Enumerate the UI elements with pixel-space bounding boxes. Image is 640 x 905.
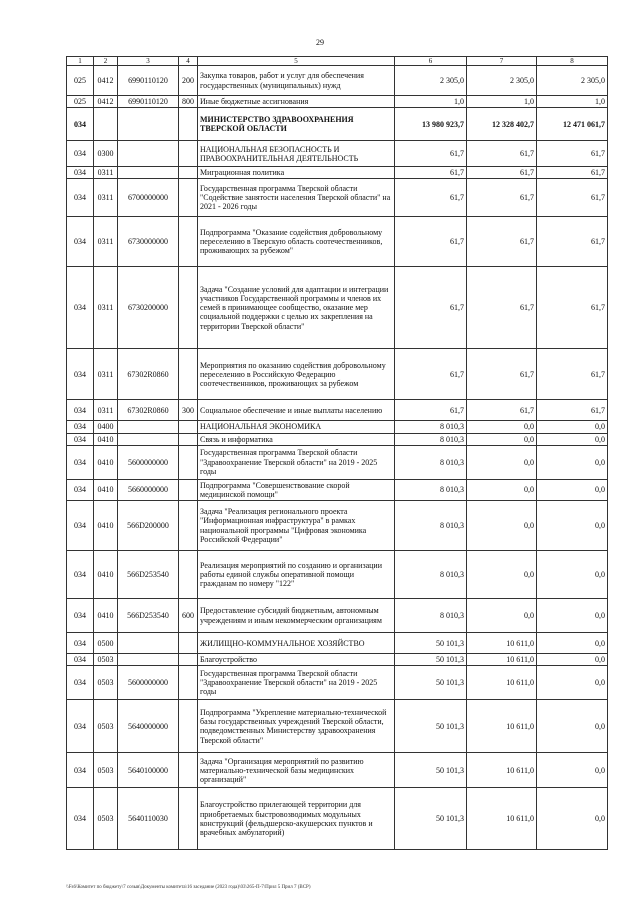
amount-col6: 8 010,3 bbox=[395, 433, 467, 445]
table-row bbox=[67, 421, 608, 433]
column-header-4: 4 bbox=[179, 57, 198, 66]
description: Закупка товаров, работ и услуг для обеспечения государственных (муниципальных) нужд bbox=[198, 66, 395, 96]
code-target: 5640110030 bbox=[118, 788, 179, 850]
column-header-6: 6 bbox=[395, 57, 467, 66]
code-admin: 034 bbox=[67, 141, 94, 167]
amount-col7: 61,7 bbox=[467, 349, 537, 400]
amount-col8: 0,0 bbox=[537, 753, 608, 788]
code-expense-type bbox=[179, 217, 198, 267]
code-section: 0412 bbox=[94, 66, 118, 96]
budget-table bbox=[66, 56, 608, 850]
amount-col7: 10 611,0 bbox=[467, 633, 537, 654]
footer-file-path: \\Fs6\Комитет по бюджету\7 созыв\Документы комитета\16 заседание (2023 года)\03\265-П-7\Прил 5 Прил 7 (ВСР) bbox=[66, 885, 311, 890]
amount-col8: 0,0 bbox=[537, 501, 608, 551]
code-section: 0410 bbox=[94, 551, 118, 599]
code-admin: 034 bbox=[67, 599, 94, 633]
code-expense-type bbox=[179, 633, 198, 654]
table-row bbox=[67, 666, 608, 700]
page-number: 29 bbox=[316, 38, 324, 47]
code-target bbox=[118, 433, 179, 445]
code-expense-type bbox=[179, 654, 198, 666]
code-section: 0503 bbox=[94, 654, 118, 666]
description: Государственная программа Тверской области "Содействие занятости населения Тверской области" на 2021 - 2026 годы bbox=[198, 179, 395, 217]
table-row bbox=[67, 96, 608, 108]
table-row bbox=[67, 267, 608, 349]
code-admin: 025 bbox=[67, 96, 94, 108]
code-expense-type: 600 bbox=[179, 599, 198, 633]
description: НАЦИОНАЛЬНАЯ ЭКОНОМИКА bbox=[198, 421, 395, 433]
code-section: 0311 bbox=[94, 179, 118, 217]
code-admin: 034 bbox=[67, 400, 94, 421]
code-expense-type bbox=[179, 349, 198, 400]
code-section bbox=[94, 108, 118, 141]
table-row bbox=[67, 445, 608, 479]
code-admin: 034 bbox=[67, 433, 94, 445]
amount-col7: 10 611,0 bbox=[467, 700, 537, 753]
code-admin: 034 bbox=[67, 267, 94, 349]
code-admin: 034 bbox=[67, 753, 94, 788]
table-row bbox=[67, 179, 608, 217]
code-admin: 025 bbox=[67, 66, 94, 96]
amount-col8: 0,0 bbox=[537, 551, 608, 599]
code-section: 0500 bbox=[94, 633, 118, 654]
amount-col6: 8 010,3 bbox=[395, 599, 467, 633]
code-expense-type bbox=[179, 445, 198, 479]
description: Миграционная политика bbox=[198, 167, 395, 179]
description: Подпрограмма "Укрепление материально-технической базы государственных учреждений Тверской области, подведомственных Министерству здравоохранения Тверской области" bbox=[198, 700, 395, 753]
table-row bbox=[67, 599, 608, 633]
amount-col7: 0,0 bbox=[467, 501, 537, 551]
description: Благоустройство прилегающей территории для приобретаемых быстровозводимых модульных конструкций (фельдшерско-акушерских пунктов и врачебных амбулаторий) bbox=[198, 788, 395, 850]
amount-col8: 12 471 061,7 bbox=[537, 108, 608, 141]
code-section: 0311 bbox=[94, 349, 118, 400]
description: Государственная программа Тверской области "Здравоохранение Тверской области" на 2019 - 2025 годы bbox=[198, 666, 395, 700]
code-target: 5600000000 bbox=[118, 445, 179, 479]
description: Связь и информатика bbox=[198, 433, 395, 445]
amount-col6: 2 305,0 bbox=[395, 66, 467, 96]
code-target: 5600000000 bbox=[118, 666, 179, 700]
table-row bbox=[67, 753, 608, 788]
amount-col6: 61,7 bbox=[395, 400, 467, 421]
amount-col6: 61,7 bbox=[395, 167, 467, 179]
amount-col7: 12 328 402,7 bbox=[467, 108, 537, 141]
table-row bbox=[67, 167, 608, 179]
code-section: 0410 bbox=[94, 445, 118, 479]
column-header-7: 7 bbox=[467, 57, 537, 66]
code-section: 0311 bbox=[94, 217, 118, 267]
amount-col8: 0,0 bbox=[537, 599, 608, 633]
amount-col7: 10 611,0 bbox=[467, 753, 537, 788]
code-section: 0410 bbox=[94, 433, 118, 445]
code-target: 566D253540 bbox=[118, 551, 179, 599]
code-target: 5640000000 bbox=[118, 700, 179, 753]
amount-col7: 1,0 bbox=[467, 96, 537, 108]
table-row bbox=[67, 66, 608, 96]
amount-col8: 61,7 bbox=[537, 179, 608, 217]
code-admin: 034 bbox=[67, 108, 94, 141]
table-row bbox=[67, 633, 608, 654]
column-header-1: 1 bbox=[67, 57, 94, 66]
code-section: 0412 bbox=[94, 96, 118, 108]
amount-col6: 1,0 bbox=[395, 96, 467, 108]
code-section: 0410 bbox=[94, 501, 118, 551]
code-target bbox=[118, 633, 179, 654]
code-expense-type bbox=[179, 108, 198, 141]
code-section: 0410 bbox=[94, 479, 118, 500]
amount-col7: 61,7 bbox=[467, 217, 537, 267]
amount-col7: 61,7 bbox=[467, 141, 537, 167]
code-target: 566D253540 bbox=[118, 599, 179, 633]
table-row bbox=[67, 433, 608, 445]
amount-col8: 0,0 bbox=[537, 700, 608, 753]
code-target: 566D200000 bbox=[118, 501, 179, 551]
code-admin: 034 bbox=[67, 217, 94, 267]
description: Реализация мероприятий по созданию и организации работы единой службы оперативной помощи гражданам по номеру "122" bbox=[198, 551, 395, 599]
amount-col6: 50 101,3 bbox=[395, 654, 467, 666]
amount-col7: 2 305,0 bbox=[467, 66, 537, 96]
code-target: 6990110120 bbox=[118, 66, 179, 96]
amount-col8: 61,7 bbox=[537, 400, 608, 421]
table-row bbox=[67, 551, 608, 599]
amount-col8: 61,7 bbox=[537, 349, 608, 400]
table-row bbox=[67, 349, 608, 400]
amount-col8: 61,7 bbox=[537, 217, 608, 267]
amount-col6: 61,7 bbox=[395, 349, 467, 400]
description: Задача "Создание условий для адаптации и интеграции участников Государственной программы и членов их семей в принимающее сообщество, оказание мер социальной поддержки с целью их закрепления на территории Тверской области" bbox=[198, 267, 395, 349]
code-admin: 034 bbox=[67, 445, 94, 479]
code-admin: 034 bbox=[67, 666, 94, 700]
column-header-3: 3 bbox=[118, 57, 179, 66]
amount-col6: 50 101,3 bbox=[395, 633, 467, 654]
code-expense-type bbox=[179, 700, 198, 753]
code-expense-type bbox=[179, 141, 198, 167]
code-admin: 034 bbox=[67, 633, 94, 654]
code-expense-type bbox=[179, 501, 198, 551]
column-header-5: 5 bbox=[198, 57, 395, 66]
code-admin: 034 bbox=[67, 788, 94, 850]
header-row bbox=[67, 57, 608, 66]
amount-col8: 0,0 bbox=[537, 479, 608, 500]
amount-col7: 61,7 bbox=[467, 267, 537, 349]
table-row bbox=[67, 479, 608, 500]
code-target: 6700000000 bbox=[118, 179, 179, 217]
amount-col8: 0,0 bbox=[537, 445, 608, 479]
code-admin: 034 bbox=[67, 421, 94, 433]
amount-col6: 50 101,3 bbox=[395, 700, 467, 753]
code-target: 5640100000 bbox=[118, 753, 179, 788]
code-section: 0503 bbox=[94, 753, 118, 788]
amount-col7: 0,0 bbox=[467, 599, 537, 633]
amount-col8: 61,7 bbox=[537, 167, 608, 179]
amount-col6: 61,7 bbox=[395, 217, 467, 267]
description: Благоустройство bbox=[198, 654, 395, 666]
amount-col6: 61,7 bbox=[395, 179, 467, 217]
code-expense-type bbox=[179, 167, 198, 179]
amount-col6: 8 010,3 bbox=[395, 479, 467, 500]
description: Мероприятия по оказанию содействия добровольному переселению в Российскую Федерацию соотечественников, проживающих за рубежом bbox=[198, 349, 395, 400]
description: Государственная программа Тверской области "Здравоохранение Тверской области" на 2019 - 2025 годы bbox=[198, 445, 395, 479]
column-header-2: 2 bbox=[94, 57, 118, 66]
table-row bbox=[67, 700, 608, 753]
code-expense-type bbox=[179, 788, 198, 850]
amount-col6: 61,7 bbox=[395, 141, 467, 167]
code-expense-type bbox=[179, 479, 198, 500]
amount-col7: 0,0 bbox=[467, 479, 537, 500]
code-target: 6730200000 bbox=[118, 267, 179, 349]
description: Подпрограмма "Совершенствование скорой медицинской помощи" bbox=[198, 479, 395, 500]
code-expense-type: 800 bbox=[179, 96, 198, 108]
code-admin: 034 bbox=[67, 349, 94, 400]
code-section: 0410 bbox=[94, 599, 118, 633]
description: Подпрограмма "Оказание содействия добровольному переселению в Тверскую область соотечественников, проживающих за рубежом" bbox=[198, 217, 395, 267]
description: Социальное обеспечение и иные выплаты населению bbox=[198, 400, 395, 421]
amount-col7: 10 611,0 bbox=[467, 654, 537, 666]
amount-col7: 0,0 bbox=[467, 445, 537, 479]
code-target: 67302R0860 bbox=[118, 400, 179, 421]
code-admin: 034 bbox=[67, 479, 94, 500]
code-expense-type bbox=[179, 267, 198, 349]
table-row bbox=[67, 788, 608, 850]
code-target: 5660000000 bbox=[118, 479, 179, 500]
code-target bbox=[118, 421, 179, 433]
amount-col6: 8 010,3 bbox=[395, 551, 467, 599]
code-admin: 034 bbox=[67, 179, 94, 217]
description: МИНИСТЕРСТВО ЗДРАВООХРАНЕНИЯ ТВЕРСКОЙ ОБЛАСТИ bbox=[198, 108, 395, 141]
amount-col6: 13 980 923,7 bbox=[395, 108, 467, 141]
code-admin: 034 bbox=[67, 654, 94, 666]
code-target bbox=[118, 108, 179, 141]
code-section: 0503 bbox=[94, 788, 118, 850]
description: Предоставление субсидий бюджетным, автономным учреждениям и иным некоммерческим организациям bbox=[198, 599, 395, 633]
table-row bbox=[67, 654, 608, 666]
code-target: 67302R0860 bbox=[118, 349, 179, 400]
code-expense-type bbox=[179, 421, 198, 433]
table-row bbox=[67, 108, 608, 141]
amount-col7: 10 611,0 bbox=[467, 666, 537, 700]
amount-col7: 0,0 bbox=[467, 421, 537, 433]
amount-col6: 61,7 bbox=[395, 267, 467, 349]
amount-col6: 8 010,3 bbox=[395, 445, 467, 479]
code-section: 0311 bbox=[94, 167, 118, 179]
amount-col8: 0,0 bbox=[537, 788, 608, 850]
description: НАЦИОНАЛЬНАЯ БЕЗОПАСНОСТЬ И ПРАВООХРАНИТЕЛЬНАЯ ДЕЯТЕЛЬНОСТЬ bbox=[198, 141, 395, 167]
code-target: 6990110120 bbox=[118, 96, 179, 108]
code-target bbox=[118, 654, 179, 666]
amount-col6: 50 101,3 bbox=[395, 666, 467, 700]
code-expense-type bbox=[179, 433, 198, 445]
amount-col8: 0,0 bbox=[537, 654, 608, 666]
code-expense-type: 200 bbox=[179, 66, 198, 96]
amount-col8: 0,0 bbox=[537, 433, 608, 445]
amount-col6: 50 101,3 bbox=[395, 788, 467, 850]
table-row bbox=[67, 217, 608, 267]
description: Задача "Организация мероприятий по развитию материально-технической базы медицинских организаций" bbox=[198, 753, 395, 788]
code-section: 0300 bbox=[94, 141, 118, 167]
code-admin: 034 bbox=[67, 551, 94, 599]
column-header-8: 8 bbox=[537, 57, 608, 66]
code-expense-type bbox=[179, 179, 198, 217]
amount-col6: 50 101,3 bbox=[395, 753, 467, 788]
code-expense-type: 300 bbox=[179, 400, 198, 421]
amount-col8: 61,7 bbox=[537, 267, 608, 349]
amount-col8: 0,0 bbox=[537, 666, 608, 700]
amount-col7: 0,0 bbox=[467, 433, 537, 445]
code-target: 6730000000 bbox=[118, 217, 179, 267]
amount-col7: 61,7 bbox=[467, 167, 537, 179]
amount-col8: 2 305,0 bbox=[537, 66, 608, 96]
code-expense-type bbox=[179, 753, 198, 788]
code-expense-type bbox=[179, 551, 198, 599]
code-admin: 034 bbox=[67, 167, 94, 179]
code-target bbox=[118, 167, 179, 179]
description: Задача "Реализация регионального проекта "Информационная инфраструктура" в рамках национальной программы "Цифровая экономика Российской Федерации" bbox=[198, 501, 395, 551]
amount-col7: 0,0 bbox=[467, 551, 537, 599]
table-row bbox=[67, 501, 608, 551]
amount-col7: 61,7 bbox=[467, 179, 537, 217]
code-section: 0400 bbox=[94, 421, 118, 433]
code-section: 0503 bbox=[94, 666, 118, 700]
table-body bbox=[67, 66, 608, 850]
amount-col8: 0,0 bbox=[537, 421, 608, 433]
code-section: 0503 bbox=[94, 700, 118, 753]
table-row bbox=[67, 400, 608, 421]
amount-col7: 61,7 bbox=[467, 400, 537, 421]
amount-col6: 8 010,3 bbox=[395, 421, 467, 433]
code-section: 0311 bbox=[94, 267, 118, 349]
code-section: 0311 bbox=[94, 400, 118, 421]
amount-col8: 61,7 bbox=[537, 141, 608, 167]
code-expense-type bbox=[179, 666, 198, 700]
description: ЖИЛИЩНО-КОММУНАЛЬНОЕ ХОЗЯЙСТВО bbox=[198, 633, 395, 654]
description: Иные бюджетные ассигнования bbox=[198, 96, 395, 108]
amount-col8: 0,0 bbox=[537, 633, 608, 654]
amount-col8: 1,0 bbox=[537, 96, 608, 108]
code-admin: 034 bbox=[67, 700, 94, 753]
code-admin: 034 bbox=[67, 501, 94, 551]
amount-col6: 8 010,3 bbox=[395, 501, 467, 551]
table-row bbox=[67, 141, 608, 167]
amount-col7: 10 611,0 bbox=[467, 788, 537, 850]
code-target bbox=[118, 141, 179, 167]
